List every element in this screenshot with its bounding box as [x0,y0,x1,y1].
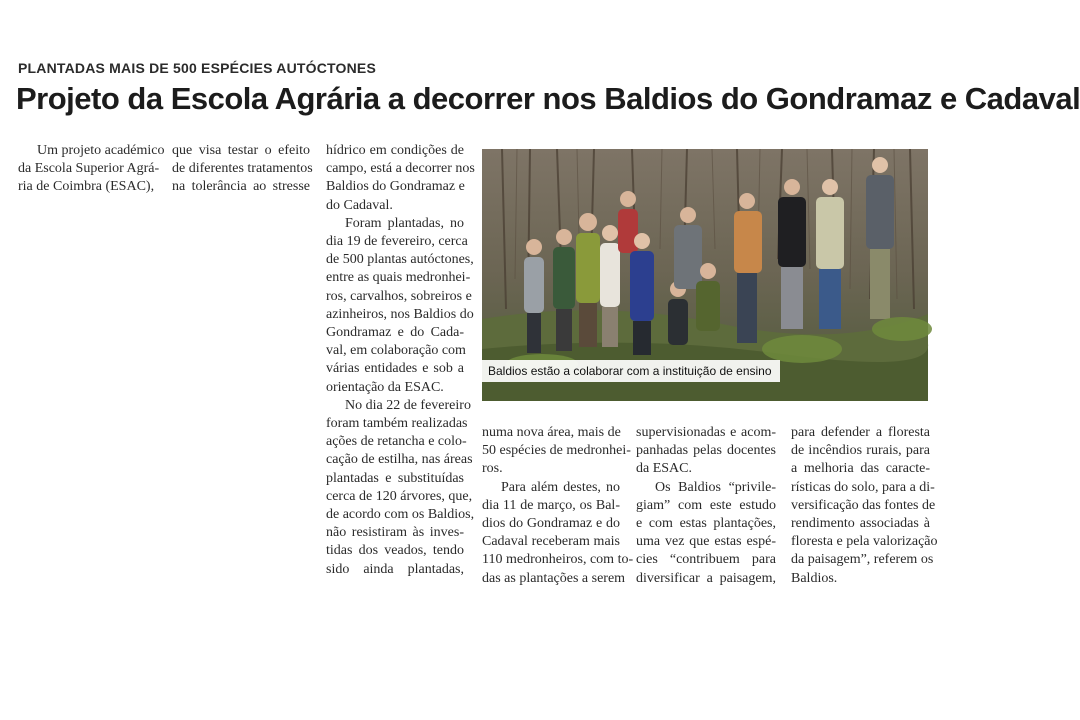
text-line: 110 medronheiros, com to- [482,552,634,568]
text-line: na tolerância ao stresse [172,179,310,195]
article-column-3 [326,142,475,579]
text-line: cerca de 120 árvores, que, [326,488,473,504]
text-line: ros. [482,461,503,477]
text-line: Foram plantadas, no [345,215,464,231]
article-column-5 [636,424,776,588]
text-line: da paisagem”, referem os [791,552,934,568]
text-line: hídrico em condições de [326,143,464,158]
text-line: Baldios do Gondramaz e [326,179,465,195]
text-line: plantadas e substituídas [326,470,464,486]
text-line: versificação das fontes de [791,497,936,513]
text-line: cies “contribuem para [636,552,776,568]
text-line: uma vez que estas espé- [636,534,776,550]
text-line: entre as quais medronhei- [326,270,471,286]
text-line: cação de estilha, nas áreas [326,452,473,468]
text-line: a melhoria das caracte- [791,461,930,477]
text-line: Os Baldios “privile- [655,479,776,495]
text-line: de 500 plantas autóctones, [326,252,474,268]
text-line: foram também realizadas [326,416,468,432]
photo-caption: Baldios estão a colaborar com a instituição de ensino [482,360,780,382]
text-line: da Escola Superior Agrá- [18,161,160,177]
text-line: ria de Coimbra (ESAC), [18,179,155,195]
text-line: numa nova área, mais de [482,425,621,440]
text-line: dia 11 de março, os Bal- [482,497,620,513]
text-line: ações de retancha e colo- [326,434,467,450]
text-line: de acordo com os Baldios, [326,507,475,523]
article-column-6 [791,424,938,588]
text-line: orientação da ESAC. [326,379,444,395]
text-line: e com estas plantações, [636,516,776,532]
text-line: das as plantações a serem [482,570,626,586]
text-line: supervisionadas e acom- [636,425,776,440]
text-line: não resistiram às inves- [326,525,464,541]
article-headline: Projeto da Escola Agrária a decorrer nos Baldios do Gondramaz e Cadaval [16,81,1080,116]
text-line: Baldios. [791,570,838,586]
text-line: panhadas pelas docentes [636,443,776,459]
text-line: val, em colaboração com [326,343,466,359]
text-line: No dia 22 de fevereiro [345,397,471,413]
text-line: campo, está a decorrer nos [326,161,475,177]
article-column-2 [172,142,313,197]
text-line: diversificar a paisagem, [636,570,776,586]
text-line: ros, carvalhos, sobreiros e [326,288,472,304]
text-line: Gondramaz e do Cada- [326,325,464,341]
text-line: rendimento associadas à [791,516,930,532]
text-line: giam” com este estudo [636,497,776,513]
text-line: dia 19 de fevereiro, cerca [326,234,468,250]
text-line: Cadaval receberam mais [482,534,620,550]
text-line: sido ainda plantadas, [326,561,464,577]
text-line: tidas dos veados, tendo [326,543,464,559]
article-kicker: PLANTADAS MAIS DE 500 ESPÉCIES AUTÓCTONES [18,60,377,76]
article-column-1 [18,142,165,197]
article-column-4 [482,424,634,588]
text-line: que visa testar o efeito [172,143,310,158]
text-line: Um projeto académico [37,143,165,158]
text-line: Para além destes, no [501,479,620,495]
text-line: para defender a floresta [791,425,930,440]
text-line: de incêndios rurais, para [791,443,930,459]
text-line: azinheiros, nos Baldios do [326,306,474,322]
text-line: rísticas do solo, para a di- [791,479,935,495]
text-line: dios do Gondramaz e do [482,516,620,532]
text-line: 50 espécies de medronhei- [482,443,631,459]
text-line: do Cadaval. [326,197,393,213]
text-line: várias entidades e sob a [326,361,464,377]
text-line: de diferentes tratamentos [172,161,313,177]
text-line: floresta e pela valorização [791,534,938,550]
text-line: da ESAC. [636,461,692,477]
